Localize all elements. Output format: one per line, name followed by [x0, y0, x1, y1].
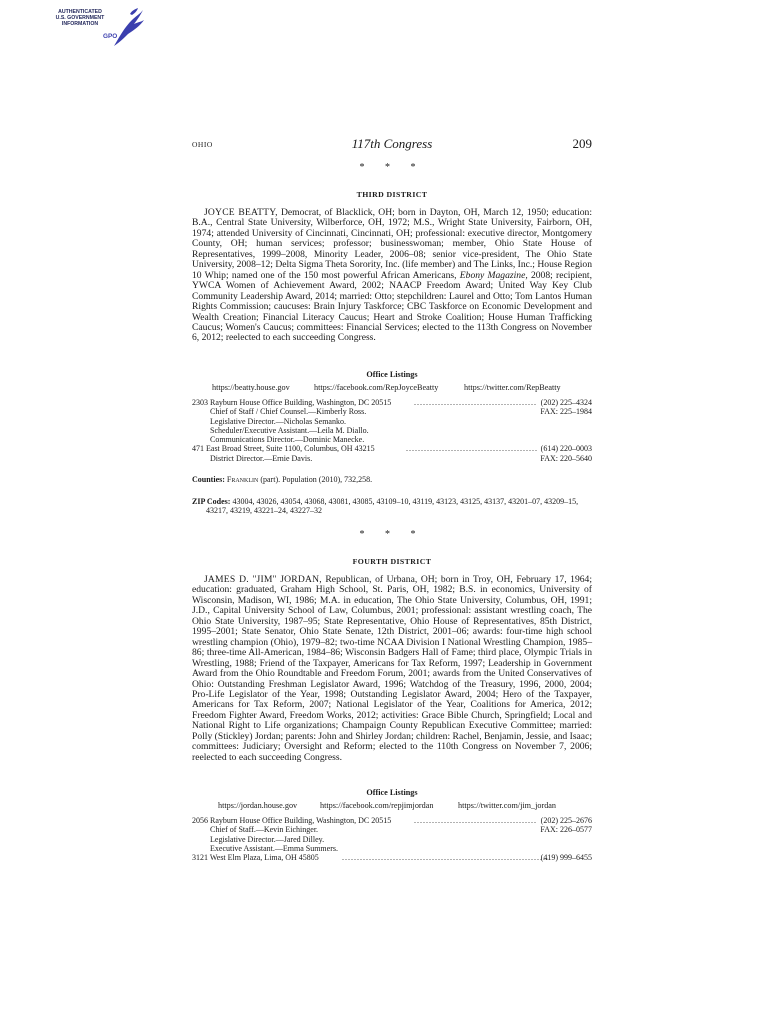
- office-list: [192, 816, 592, 862]
- office-row: [192, 398, 592, 407]
- office-phone: (202) 225–4324: [540, 398, 592, 407]
- website-link[interactable]: https://beatty.house.gov: [212, 383, 290, 392]
- counties-label: Counties:: [192, 475, 225, 484]
- facebook-link[interactable]: https://facebook.com/RepJoyceBeatty: [314, 383, 439, 392]
- office-address: 2303 Rayburn House Office Building, Washington, DC 20515: [192, 398, 392, 407]
- staff-entry: Communications Director.—Dominic Manecke.: [210, 435, 365, 445]
- office-phone: (202) 225–2676: [540, 816, 592, 825]
- office-fax: FAX: 226–0577: [540, 825, 592, 835]
- section-separator: * * *: [359, 162, 425, 173]
- website-link[interactable]: https://jordan.house.gov: [218, 801, 298, 810]
- district-heading: THIRD DISTRICT: [356, 190, 428, 199]
- office-phone: (419) 999–6455: [540, 853, 592, 863]
- logo-line-3: INFORMATION: [61, 21, 99, 27]
- zip-values: 43004, 43026, 43054, 43068, 43081, 43085, 43109–10, 43119, 43123, 43125, 43137, 43201–07, 43209–15,: [230, 497, 579, 506]
- office-address: 3121 West Elm Plaza, Lima, OH 45805: [192, 853, 319, 863]
- staff-row: [192, 435, 592, 444]
- office-phone: (614) 220–0003: [540, 444, 592, 454]
- office-listings-heading: Office Listings: [366, 788, 418, 797]
- gpo-authenticated-logo: [44, 6, 154, 50]
- staff-entry: Legislative Director.—Jared Dilley.: [210, 834, 325, 844]
- staff-entry: Legislative Director.—Nicholas Semanko.: [210, 416, 346, 426]
- gpo-label: GPO: [103, 33, 118, 40]
- office-list: [192, 398, 592, 463]
- staff-row: [192, 844, 592, 853]
- staff-row: [192, 825, 592, 834]
- zip-values-continued: 43217, 43219, 43221–24, 43227–32: [206, 506, 322, 516]
- staff-row: [192, 835, 592, 844]
- eagle-icon: [110, 6, 146, 50]
- office-address: 471 East Broad Street, Suite 1100, Columbus, OH 43215: [192, 444, 375, 454]
- staff-entry: Chief of Staff.—Kevin Eichinger.: [210, 825, 319, 835]
- staff-entry: Chief of Staff / Chief Counsel.—Kimberly Ross.: [210, 407, 367, 417]
- member-name: JOYCE BEATTY,: [204, 207, 278, 218]
- logo-line-2: U.S. GOVERNMENT: [55, 15, 105, 21]
- counties-population: (part). Population (2010), 732,258.: [258, 475, 373, 484]
- office-address: 2056 Rayburn House Office Building, Washington, DC 20515: [192, 816, 392, 825]
- staff-row: [192, 407, 592, 416]
- logo-line-1: AUTHENTICATED: [58, 9, 102, 15]
- staff-row: [192, 426, 592, 435]
- counties-line: [192, 475, 592, 484]
- page-number: 209: [572, 136, 592, 151]
- page-header: [192, 136, 592, 152]
- facebook-link[interactable]: https://facebook.com/repjimjordan: [320, 801, 434, 810]
- office-row: [192, 816, 592, 825]
- leader-dots: .....................................................................: [342, 853, 549, 863]
- staff-entry: Scheduler/Executive Assistant.—Leila M. Diallo.: [210, 425, 369, 435]
- logo-text: [44, 9, 116, 27]
- office-fax: FAX: 220–5640: [540, 453, 592, 463]
- bio-text: 2008; recipient, YWCA Women of Achievement Award, 2002; NAACP Freedom Award; United Way Key Club Community Leadership Award, 2014; married: Otto; stepchildren: Laurel and Otto; Tom Lantos Human Rights Commission; caucuses: Brain Injury Taskforce; CBC Taskforce on Economic Development and Wealth Creation; Financial Literacy Caucus; Heart and Stroke Coalition; House Human Trafficking Caucus; Women's Caucus; committees: Financial Services; elected to the 113th Congress on November 6, 2012; reelected to each succeeding Congress.: [192, 269, 592, 344]
- header-state: OHIO: [192, 140, 213, 149]
- leader-dots: .........................................: [414, 816, 537, 825]
- twitter-link[interactable]: https://twitter.com/RepBeatty: [464, 383, 561, 392]
- header-title: 117th Congress: [351, 136, 433, 151]
- bio-text: Democrat, of Blacklick, OH; born in Dayton, OH, March 12, 1950; education: B.A., Central State University, Wilberforce, OH, 1972; M.S., Wright State University, Fairborn, OH, 1974; attended University of Cincinnati, Cincinnati, OH; professional: executive director, Montgomery County, OH; human services; professor; businesswoman; member, Ohio State House of Representatives, 1999–2008, Minority Leader, 2006–08; senior vice-president, The Ohio State University, 2008–12; Delta Sigma Theta Sorority, Inc. (life member) and The Links, Inc.; House Region 10 Whip; named one of the 150 most powerful African Americans,: [192, 207, 592, 281]
- office-row: [192, 853, 592, 862]
- staff-row: [192, 417, 592, 426]
- district-heading: FOURTH DISTRICT: [352, 557, 432, 566]
- section-separator: * * *: [359, 529, 425, 540]
- office-fax: FAX: 225–1984: [540, 407, 592, 417]
- member-name: JAMES D. ''JIM'' JORDAN,: [204, 574, 322, 585]
- office-row: [192, 444, 592, 453]
- zip-label: ZIP Codes:: [192, 497, 231, 506]
- zip-codes: [192, 497, 592, 515]
- leader-dots: .........................................: [414, 398, 537, 407]
- staff-entry: Executive Assistant.—Emma Summers.: [210, 843, 338, 853]
- member-biography: [192, 208, 592, 344]
- bio-text: Republican, of Urbana, OH; born in Troy, OH, February 17, 1964; education: graduated, Graham High School, St. Paris, OH, 1982; B.S. in economics, University of Wisconsin, Madison, WI, 1986; M.A. in education, The Ohio State University, Columbus, OH, 1991; J.D., Capital University School of Law, Columbus, 2001; professional: assistant wrestling coach, The Ohio State University, 1987–95; State Representative, Ohio House of Representatives, 85th District, 1995–2001; State Senator, Ohio State Senate, 12th District, 2001–06; awards: four-time high school wrestling champion (Ohio), 1979–82; two-time NCAA Division I National Wrestling Champion, 1985–86; three-time All-American, 1984–86; Wisconsin Badgers Hall of Fame; third place, Olympic Trials in Wrestling, 1988; Friend of the Taxpayer, Americans for Tax Reform, 1997; Leadership in Government Award from the Ohio Roundtable and Freedom Forum, 2001; awards from the United Conservatives of Ohio: Outstanding Freshman Legislator Award, 1996; Watchdog of the Treasury, 1996, 2000, 2004; Pro-Life Legislator of the Year, 1998; Outstanding Legislator Award, 2004; Hero of the Taxpayer, Americans for Tax Reform, 2007; National Legislator of the Year, Coalitions for America, 2012; Freedom Fighter Award, Freedom Works, 2012; activities: Grace Bible Church, Springfield; Local and National Right to Life organizations; Champaign County Republican Executive Committee; married: Polly (Stickley) Jordan; parents: John and Shirley Jordan; children: Rachel, Benjamin, Jessie, and Isaac; committees: Judiciary; Oversight and Reform; elected to the 110th Congress on November 7, 2006; reelected to each succeeding Congress.: [192, 574, 593, 763]
- county-name: Franklin: [226, 475, 259, 484]
- office-listings-heading: Office Listings: [366, 370, 418, 379]
- leader-dots: ............................................: [406, 444, 538, 454]
- staff-row: [192, 454, 592, 463]
- bio-italic-text: Ebony Magazine,: [459, 269, 528, 281]
- staff-entry: District Director.—Ernie Davis.: [210, 453, 313, 463]
- member-biography: [192, 575, 592, 763]
- twitter-link[interactable]: https://twitter.com/jim_jordan: [458, 801, 557, 810]
